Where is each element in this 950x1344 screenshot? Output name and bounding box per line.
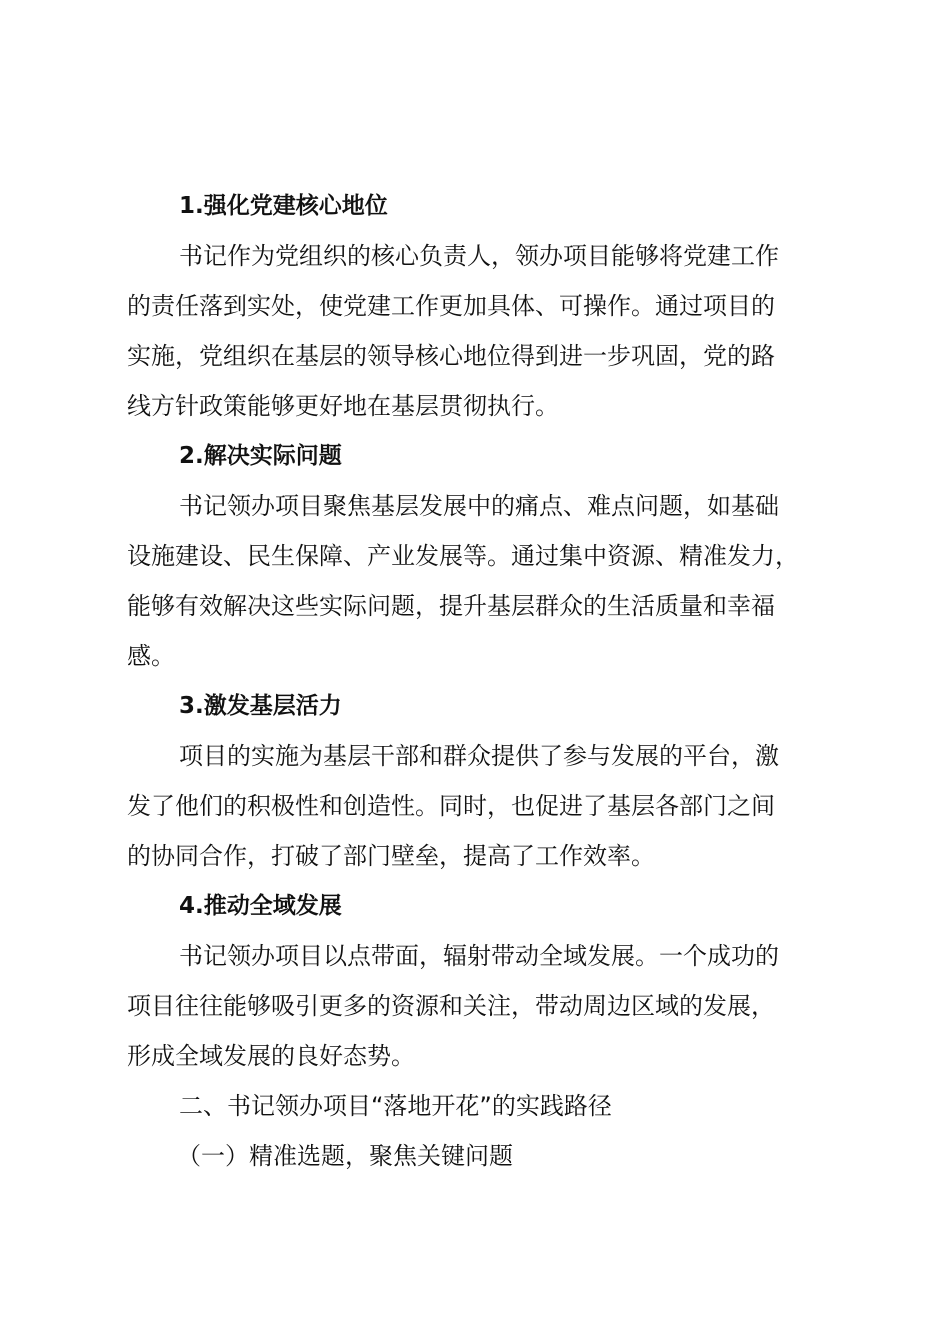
part-title: 二、书记领办项目“落地开花”的实践路径 [179, 1092, 612, 1120]
paragraph-line: 能够有效解决这些实际问题，提升基层群众的生活质量和幸福 [127, 592, 775, 620]
section-4 [127, 881, 839, 1081]
paragraph-line: 书记作为党组织的核心负责人，领办项目能够将党建工作 [179, 242, 779, 270]
paragraph-line: 书记领办项目以点带面，辐射带动全域发展。一个成功的 [179, 942, 779, 970]
section-heading: 3.激发基层活力 [179, 693, 342, 719]
section-paragraph [127, 481, 839, 681]
section-heading: 1.强化党建核心地位 [179, 193, 388, 219]
paragraph-line: 发了他们的积极性和创造性。同时，也促进了基层各部门之间 [127, 792, 775, 820]
paragraph-line: 项目的实施为基层干部和群众提供了参与发展的平台，激 [179, 742, 779, 770]
paragraph-line: 项目往往能够吸引更多的资源和关注，带动周边区域的发展， [127, 992, 775, 1020]
section-paragraph [127, 231, 839, 431]
paragraph-line: 线方针政策能够更好地在基层贯彻执行。 [127, 392, 559, 420]
document-page [127, 181, 839, 1181]
paragraph-line: 的责任落到实处，使党建工作更加具体、可操作。通过项目的 [127, 292, 775, 320]
section-2 [127, 431, 839, 681]
paragraph-line: 形成全域发展的良好态势。 [127, 1042, 415, 1070]
section-3 [127, 681, 839, 881]
paragraph-line: 实施，党组织在基层的领导核心地位得到进一步巩固，党的路 [127, 342, 775, 370]
section-1 [127, 181, 839, 431]
subsection-title: （一）精准选题，聚焦关键问题 [177, 1142, 513, 1170]
section-paragraph [127, 731, 839, 881]
section-heading: 2.解决实际问题 [179, 443, 342, 469]
paragraph-line: 感。 [127, 642, 175, 670]
paragraph-line: 设施建设、民生保障、产业发展等。通过集中资源、精准发力， [127, 542, 799, 570]
paragraph-line: 的协同合作，打破了部门壁垒，提高了工作效率。 [127, 842, 655, 870]
section-heading: 4.推动全域发展 [179, 893, 342, 919]
paragraph-line: 书记领办项目聚焦基层发展中的痛点、难点问题，如基础 [179, 492, 779, 520]
section-paragraph [127, 931, 839, 1081]
